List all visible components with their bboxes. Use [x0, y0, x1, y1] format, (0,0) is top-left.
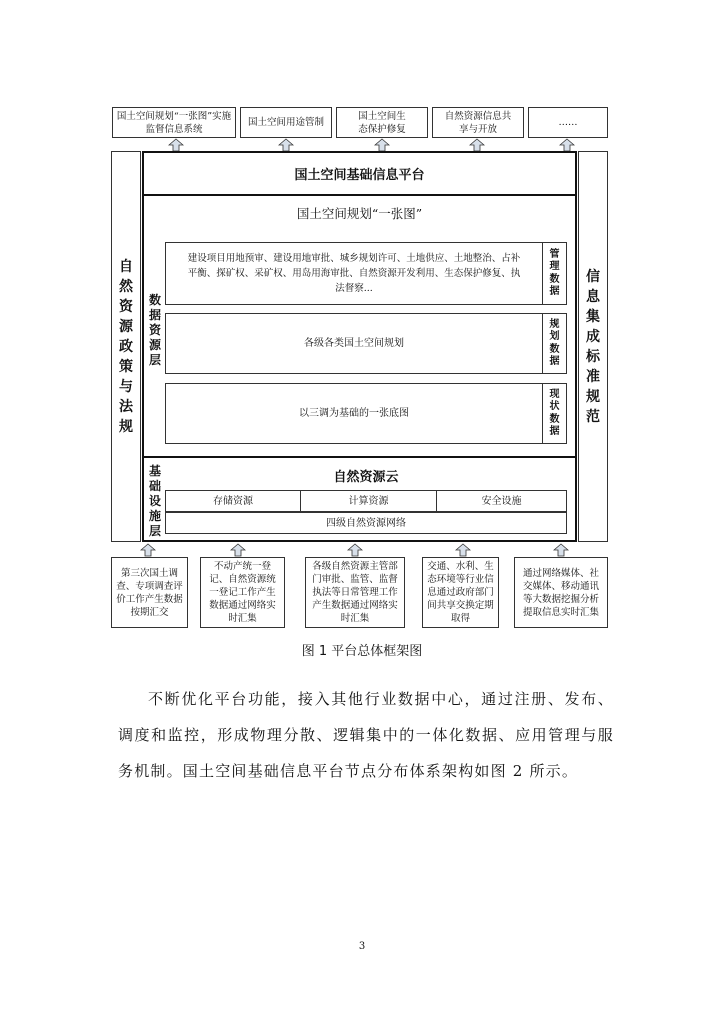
data-row-tag [542, 243, 566, 304]
vertical-char: 数 [148, 292, 161, 307]
data-row-content: 建设项目用地预审、建设用地审批、城乡规划许可、土地供应、土地整治、占补平衡、探矿权、采矿权、用岛用海审批、自然资源开发利用、生态保护修复、执法督察... [187, 253, 521, 294]
source-survey: 第三次国土调查、专项调查评价工作产生数据按期汇交 [111, 557, 188, 628]
map-title: 国土空间规划“一张图” [296, 206, 423, 221]
up-arrow-icon [168, 138, 184, 152]
vertical-char: 源 [119, 318, 133, 335]
vertical-char: 自 [119, 258, 133, 275]
data-row-planning [165, 313, 567, 374]
vertical-char: 政 [119, 338, 133, 355]
top-system-4: 自然资源信息共享与开放 [432, 107, 524, 138]
vertical-char: 现 [549, 388, 560, 400]
vertical-char: 成 [586, 328, 600, 345]
vertical-char: 标 [586, 348, 600, 365]
source-bigdata: 通过网络媒体、社交媒体、移动通讯等大数据挖掘分析提取信息实时汇集 [514, 557, 608, 628]
vertical-char: 规 [119, 418, 133, 435]
vertical-char: 划 [549, 331, 560, 342]
vertical-char: 状 [549, 401, 560, 412]
vertical-char: 数 [549, 273, 560, 285]
top-system-5: …… [528, 107, 608, 138]
data-row-content: 以三调为基础的一张底图 [299, 408, 409, 419]
data-row-content: 各级各类国土空间规划 [304, 338, 404, 349]
vertical-char: 基 [148, 463, 161, 478]
source-supervision: 各级自然资源主管部门审批、监管、监督执法等日常管理工作产生数据通过网络实时汇集 [305, 557, 405, 628]
up-arrow-icon [230, 543, 246, 557]
up-arrow-icon [140, 543, 156, 557]
vertical-char: 集 [586, 308, 600, 325]
vertical-char: 息 [586, 288, 600, 305]
data-row-tag [542, 314, 566, 373]
up-arrow-icon [374, 138, 390, 152]
cloud-item-storage: 存储资源 [165, 490, 301, 512]
data-layer-label [145, 290, 165, 370]
vertical-char: 础 [148, 478, 161, 493]
vertical-char: 规 [586, 388, 600, 405]
vertical-char: 数 [549, 413, 560, 425]
source-registration: 不动产统一登记、自然资源统一登记工作产生数据通过网络实时汇集 [200, 557, 285, 628]
network-bar: 四级自然资源网络 [165, 512, 567, 534]
top-system-1: 国土空间规划“一张图”实施监督信息系统 [112, 107, 236, 138]
vertical-char: 然 [119, 278, 133, 295]
up-arrow-icon [455, 543, 471, 557]
vertical-char: 数 [549, 343, 560, 355]
cloud-item-compute: 计算资源 [300, 490, 437, 512]
up-arrow-icon [553, 543, 569, 557]
vertical-char: 资 [119, 298, 133, 315]
cloud-title: 自然资源云 [333, 469, 399, 485]
infra-layer-label [145, 462, 165, 540]
right-sidebar-standards [578, 151, 608, 542]
up-arrow-icon [278, 138, 294, 152]
vertical-char: 层 [148, 352, 161, 367]
vertical-char: 准 [586, 368, 600, 385]
platform-title: 国土空间基础信息平台 [144, 153, 575, 196]
left-sidebar-label [119, 257, 133, 437]
up-arrow-icon [347, 543, 363, 557]
body-paragraph: 不断优化平台功能，接入其他行业数据中心，通过注册、发布、调度和监控，形成物理分散、逻辑集中的一体化数据、应用管理与服务机制。国土空间基础信息平台节点分布体系架构如图 2 所示。 [118, 690, 614, 780]
vertical-char: 据 [549, 356, 560, 367]
vertical-char: 层 [148, 523, 161, 538]
vertical-char: 施 [148, 508, 161, 523]
data-row-tag [542, 384, 566, 443]
vertical-char: 与 [119, 378, 133, 395]
vertical-char: 策 [119, 358, 133, 375]
vertical-char: 源 [148, 337, 161, 352]
data-row-status [165, 383, 567, 444]
vertical-char: 资 [148, 322, 161, 337]
vertical-char: 法 [119, 398, 133, 415]
layer-divider [144, 456, 575, 458]
vertical-char: 设 [148, 493, 161, 508]
left-sidebar-policy [111, 151, 141, 542]
top-system-2: 国土空间用途管制 [240, 107, 332, 138]
up-arrow-icon [469, 138, 485, 152]
page-number: 3 [358, 941, 366, 952]
vertical-char: 理 [549, 261, 560, 272]
vertical-char: 规 [549, 318, 560, 330]
vertical-char: 据 [549, 426, 560, 437]
vertical-char: 信 [586, 268, 600, 285]
vertical-char: 管 [549, 248, 560, 260]
up-arrow-icon [559, 138, 575, 152]
vertical-char: 据 [148, 307, 161, 322]
vertical-char: 范 [586, 408, 600, 425]
top-system-3: 国土空间生态保护修复 [336, 107, 428, 138]
vertical-char: 据 [549, 286, 560, 297]
source-industry: 交通、水利、生态环境等行业信息通过政府部门间共享交换定期取得 [422, 557, 499, 628]
data-row-management [165, 242, 567, 305]
cloud-item-security: 安全设施 [436, 490, 567, 512]
figure-caption: 图 1 平台总体框架图 [301, 644, 423, 659]
right-sidebar-label [586, 267, 600, 427]
